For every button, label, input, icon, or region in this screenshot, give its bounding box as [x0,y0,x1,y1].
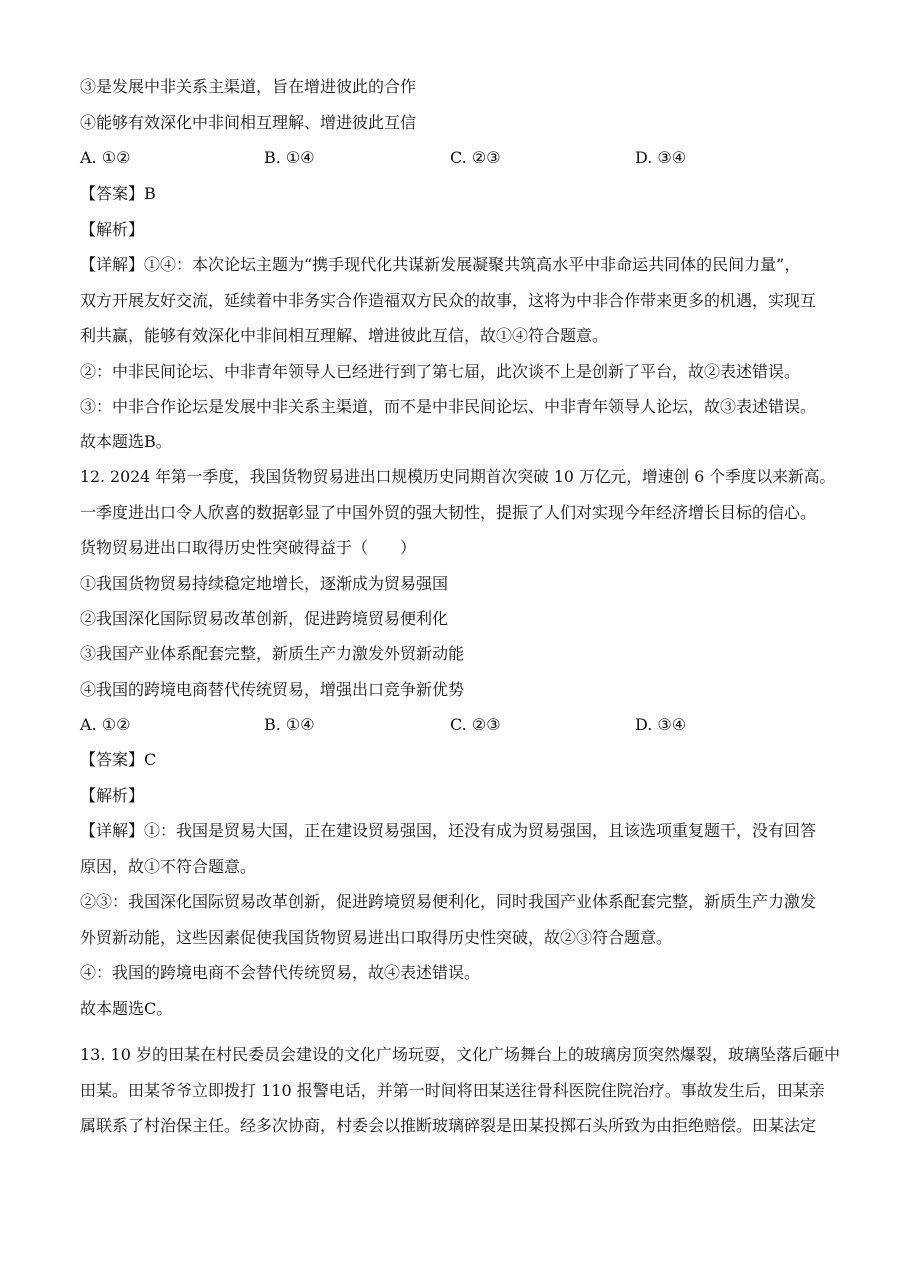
q12-analysis-label: 【解析】 [80,786,145,805]
q11-options [80,148,840,168]
q12-option-d: D. ③④ [635,715,687,734]
q11-detail-line: 利共赢，能够有效深化中非间相互理解、增进彼此互信，故①④符合题意。 [80,326,609,345]
q12-item-1: ①我国货物贸易持续稳定地增长，逐渐成为贸易强国 [80,574,449,593]
q11-option-d: D. ③④ [635,148,687,167]
q11-answer: 【答案】B [80,184,156,203]
q12-detail-line: 【详解】①：我国是贸易大国，正在建设贸易强国，还没有成为贸易强国，且该选项重复题干，没有回答 [80,821,817,840]
q12-item-4: ④我国的跨境电商替代传统贸易，增强出口竞争新优势 [80,680,465,699]
q12-detail-line: 故本题选C。 [80,999,173,1018]
q13-stem-line: 13. 10 岁的田某在村民委员会建设的文化广场玩耍，文化广场舞台上的玻璃房顶突然爆裂，玻璃坠落后砸中 [80,1045,840,1064]
q11-option-c: C. ②③ [450,148,501,167]
q12-detail-line: 原因，故①不符合题意。 [80,857,257,876]
q12-option-a: A. ①② [80,715,131,734]
q13-stem-line: 属联系了村治保主任。经多次协商，村委会以推断玻璃碎裂是田某投掷石头所致为由拒绝赔偿。田某法定 [80,1116,817,1135]
q11-detail-line: ③：中非合作论坛是发展中非关系主渠道，而不是中非民间论坛、中非青年领导人论坛，故③表述错误。 [80,397,817,416]
q12-option-b: B. ①④ [264,715,315,734]
q12-stem-line: 一季度进出口令人欣喜的数据彰显了中国外贸的强大韧性，提振了人们对实现今年经济增长目标的信心。 [80,503,817,522]
q11-detail-line: 双方开展友好交流，延续着中非务实合作造福双方民众的故事，这将为中非合作带来更多的机遇，实现互 [80,291,817,310]
q11-item-4: ④能够有效深化中非间相互理解、增进彼此互信 [80,113,417,132]
q11-analysis-label: 【解析】 [80,220,145,239]
q12-options [80,715,840,735]
q12-item-2: ②我国深化国际贸易改革创新，促进跨境贸易便利化 [80,609,449,628]
q11-detail-line: 故本题选B。 [80,432,172,451]
q12-detail-line: ②③：我国深化国际贸易改革创新，促进跨境贸易便利化，同时我国产业体系配套完整，新质生产力激发 [80,892,817,911]
q12-answer: 【答案】C [80,750,157,769]
q12-option-c: C. ②③ [450,715,501,734]
q11-detail-line: ②：中非民间论坛、中非青年领导人已经进行到了第七届，此次谈不上是创新了平台，故②表述错误。 [80,362,801,381]
q12-item-3: ③我国产业体系配套完整，新质生产力激发外贸新动能 [80,644,465,663]
q12-detail-line: ④：我国的跨境电商不会替代传统贸易，故④表述错误。 [80,963,481,982]
q11-option-a: A. ①② [80,148,131,167]
q11-option-b: B. ①④ [264,148,315,167]
q13-stem-line: 田某。田某爷爷立即拨打 110 报警电话，并第一时间将田某送往骨科医院住院治疗。事故发生后，田某亲 [80,1081,825,1100]
q12-stem-line: 12. 2024 年第一季度，我国货物贸易进出口规模历史同期首次突破 10 万亿元，增速创 6 个季度以来新高。 [80,467,836,486]
q11-item-3: ③是发展中非关系主渠道，旨在增进彼此的合作 [80,77,417,96]
q12-stem-line: 货物贸易进出口取得历史性突破得益于（ ） [80,538,417,557]
q11-detail-line: 【详解】①④：本次论坛主题为“携手现代化共谋新发展凝聚共筑高水平中非命运共同体的民间力量”， [80,255,801,274]
q12-detail-line: 外贸新动能，这些因素促使我国货物贸易进出口取得历史性突破，故②③符合题意。 [80,928,673,947]
